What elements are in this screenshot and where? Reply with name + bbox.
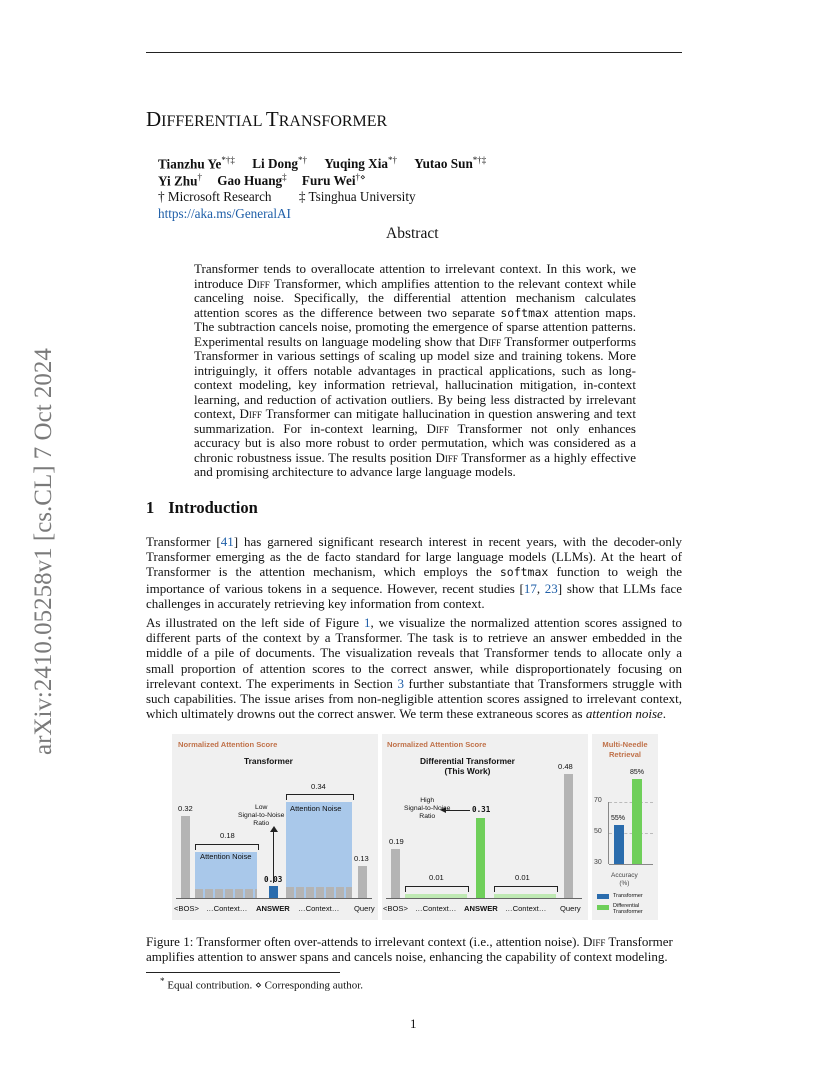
gridline-70	[609, 802, 653, 803]
label-noise-text-left: Attention Noise	[200, 852, 252, 861]
xtick-context-left-1: …Context…	[206, 904, 248, 913]
paper-title: DIFFERENTIAL TRANSFORMER	[146, 107, 388, 131]
ytick-30: 30	[594, 859, 602, 866]
footnote-rule	[146, 972, 340, 973]
label-query-diff: 0.48	[558, 762, 573, 771]
citation-link[interactable]: 41	[220, 534, 234, 549]
figure-caption: Figure 1: Transformer often over-attends to irrelevant context (i.e., attention noise). Diff Transformer amplifies attention to answer spans and cancels noise, enhancing the capability of context modeling.	[146, 934, 673, 965]
xtick-bos-diff: <BOS>	[383, 904, 408, 913]
label-noise-text-right: Attention Noise	[290, 804, 342, 813]
middle-panel-title: Differential Transformer (This Work)	[420, 756, 515, 776]
middle-panel-header: Normalized Attention Score	[387, 740, 487, 749]
xtick-context-diff-1: …Context…	[415, 904, 457, 913]
intro-paragraph-2: As illustrated on the left side of Figure 1, we visualize the normalized attention scores assigned to different parts of the context by a Transformer. The task is to retrieve an answer embedded in the middle of a pile of documents. The visualization reveals that Transformer tends to allocate only a small proportion of attention scores to the correct answer, while disproportionately focusing on irrelevant context. The experiments in Section 3 further substantiate that Transformers struggle with such capabilities. The issue arises from non-negligible attention scores assigned to irrelevant context, which ultimately drowns out the correct answer. We term these extraneous scores as attention noise.	[146, 615, 682, 722]
noise-box-right	[286, 802, 352, 898]
ytick-70: 70	[594, 797, 602, 804]
bracket-left-diff	[405, 886, 469, 892]
footnote: * Equal contribution. ⋄ Corresponding author.	[160, 976, 364, 992]
figure-1	[172, 734, 660, 920]
bar-label-diff: 85%	[630, 769, 645, 776]
answer-bar	[269, 886, 278, 898]
bos-bar-diff	[391, 849, 400, 898]
xtick-answer-diff: ANSWER	[464, 904, 498, 913]
figure-link[interactable]: 1	[364, 615, 371, 630]
label-bos-left: 0.32	[178, 804, 193, 813]
bar-diff-transformer	[632, 779, 642, 864]
xtick-answer-left: ANSWER	[256, 904, 290, 913]
section-link[interactable]: 3	[397, 675, 404, 691]
label-noise-right: 0.34	[311, 782, 326, 791]
query-bar-diff	[564, 774, 573, 898]
query-bar	[358, 866, 367, 898]
bar-transformer	[614, 825, 624, 864]
label-noise-left: 0.18	[220, 831, 235, 840]
bracket-right	[286, 794, 354, 800]
middle-axis	[386, 898, 582, 899]
bracket-right-diff	[494, 886, 558, 892]
left-panel-title: Transformer	[244, 756, 293, 766]
ytick-50: 50	[594, 828, 602, 835]
context-bars-right	[286, 887, 352, 898]
bos-bar	[181, 816, 190, 898]
author-line-2: Yi Zhu† Gao Huang‡ Furu Wei†⋄	[158, 172, 366, 189]
xtick-query-left: Query	[354, 904, 375, 913]
xtick-query-diff: Query	[560, 904, 581, 913]
author-url-link[interactable]: https://aka.ms/GeneralAI	[158, 206, 291, 221]
label-query-left: 0.13	[354, 854, 369, 863]
affiliations: † Microsoft Research ‡ Tsinghua University	[158, 189, 416, 204]
top-rule	[146, 52, 682, 53]
label-snr-left: Low Signal-to-Noise Ratio	[238, 804, 285, 827]
xtick-context-left-2: …Context…	[298, 904, 340, 913]
xtick-context-diff-2: …Context…	[505, 904, 547, 913]
label-ctx-right-diff: 0.01	[515, 873, 530, 882]
intro-paragraph-1: Transformer [41] has garnered significant research interest in recent years, with the decoder-only Transformer emerging as the de facto standard for large language models (LLMs). At the heart of Transformer is the attention mechanism, which employs the softmax function to weigh the importance of various tokens in a sequence. However, recent studies [17, 23] show that LLMs face challenges in accurately retrieving key information from context.	[146, 534, 683, 611]
abstract-heading: Abstract	[386, 225, 439, 242]
abstract-body: Transformer tends to overallocate attention to irrelevant context. In this work, we introduce Diff Transformer, which amplifies attention to the relevant context while canceling noise. Specifically, the differential attention mechanism calculates attention scores as the difference between two separate softmax attention maps. The subtraction cancels noise, promoting the emergence of sparse attention patterns. Experimental results on language modeling show that Diff Transformer outperforms Transformer in various settings of scaling up model size and training tokens. More intriguingly, it offers notable advantages in practical applications, such as long-context modeling, key information retrieval, hallucination mitigation, in-context learning, and reduction of activation outliers. By being less distracted by irrelevant context, Diff Transformer can mitigate hallucination in question answering and text summarization. For in-context learning, Diff Transformer not only enhances accuracy but is also more robust to order permutation, which was considered as a chronic robustness issue. The results position Diff Transformer as a highly effective and promising architecture to advance large language models.	[194, 261, 637, 479]
legend-transformer: Transformer	[613, 893, 643, 899]
right-panel-header: Multi-Needle Retrieval	[602, 740, 648, 759]
label-answer-diff: 0.31	[472, 805, 491, 814]
citation-link[interactable]: 17	[523, 580, 537, 596]
right-ylabel: Accuracy (%)	[611, 872, 638, 887]
bar-label-transformer: 55%	[611, 815, 626, 822]
arxiv-stamp	[22, 300, 62, 760]
citation-link[interactable]: 23	[544, 580, 558, 596]
label-snr-diff: High Signal-to-Noise Ratio	[404, 797, 451, 820]
label-ctx-left-diff: 0.01	[429, 873, 444, 882]
page-number: 1	[410, 1016, 417, 1031]
section-heading: 1 Introduction	[146, 498, 258, 517]
legend-swatch-diff	[597, 905, 609, 910]
label-answer-left: 0.03	[264, 875, 283, 884]
gridline-30	[609, 864, 653, 865]
legend-swatch-transformer	[597, 894, 609, 899]
label-bos-diff: 0.19	[389, 837, 404, 846]
arxiv-id: arXiv:2410.05258v1 [cs.CL] 7 Oct 2024	[30, 348, 57, 755]
left-axis	[176, 898, 372, 899]
bracket-left	[195, 844, 259, 850]
context-bars-left	[195, 889, 257, 898]
author-line-1: Tianzhu Ye*†‡ Li Dong*† Yuqing Xia*† Yutao Sun*†‡	[158, 155, 487, 172]
answer-bar-diff	[476, 818, 485, 898]
left-panel-header: Normalized Attention Score	[178, 740, 278, 749]
xtick-bos-left: <BOS>	[174, 904, 199, 913]
legend-diff: Differential Transformer	[613, 903, 643, 915]
